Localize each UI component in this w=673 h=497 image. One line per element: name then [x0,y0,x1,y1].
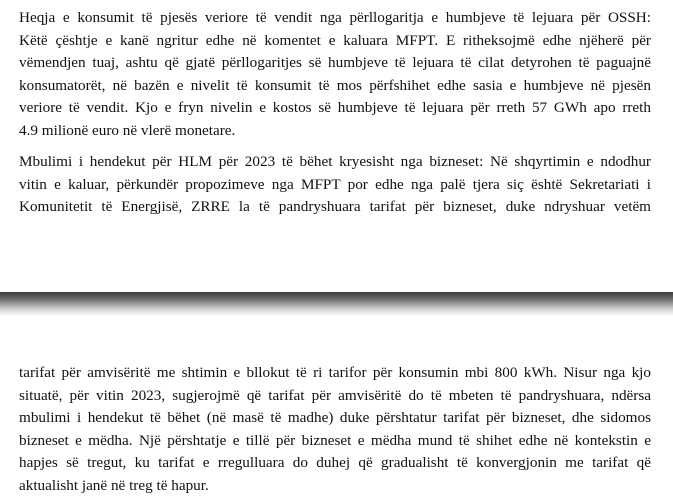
text-line: Komunitetit të Energjisë, ZRRE la të pandryshuara tarifat për bizneset, duke ndryshuar vetëm [19,196,651,219]
text-line: Mbulimi i hendekut për HLM për 2023 të bëhet kryesisht nga bizneset: Në shqyrtimin e ndodhur [19,151,651,174]
text-line: 4.9 milionë euro në vlerë monetare. [19,120,651,143]
text-line: aktualisht janë në treg të hapur. [19,475,651,497]
text-line: veriore të vendit. Kjo e fryn nivelin e kostos së humbjeve të lejuara për rreth 57 GWh apo rreth [19,97,651,120]
text-line: bizneset e mëdha. Një përshtatje e tillë për bizneset e mëdha mund të shihet edhe në kontekstin e [19,430,651,453]
text-line: konsumatorët, në bazën e nivelit të konsumit të mos përfshihet edhe sasia e humbjeve në pjesën [19,75,651,98]
text-line: vëmendjen tuaj, ashtu që gjatë përllogaritjes së humbjeve të lejuara të cilat detyrohen të paguajnë [19,52,651,75]
text-line: situatë, për vitin 2023, sugjerojmë që tarifat për amvisëritë do të mbeten të pandryshuara, ndërsa [19,385,651,408]
text-line: vitin e kaluar, përkundër propozimeve nga MFPT por edhe nga palë tjera siç është Sekretariati i [19,174,651,197]
paragraph-distribution-losses [19,7,651,142]
document-page-lower [0,316,673,496]
text-line: Heqja e konsumit të pjesës veriore të vendit nga përllogaritja e humbjeve të lejuara për OSSH: [19,7,651,30]
paragraph-hlm-gap [19,151,651,219]
paragraph-household-tariffs [19,362,651,497]
text-line: Këtë çështje e kanë ngritur edhe në komentet e kaluara MFPT. E ritheksojmë edhe njëherë për [19,30,651,53]
page-separator [0,292,673,316]
text-line: hapjes së tregut, ku tarifat e rregulluara do duhej që gradualisht të konvergjonin me tarifat që [19,452,651,475]
text-line: tarifat për amvisëritë me shtimin e bllokut të ri tarifor për konsumin mbi 800 kWh. Nisur nga kjo [19,362,651,385]
text-line: mbulimi i hendekut të bëhet (në masë të madhe) duke përshtatur tarifat për bizneset, dhe sidomos [19,407,651,430]
